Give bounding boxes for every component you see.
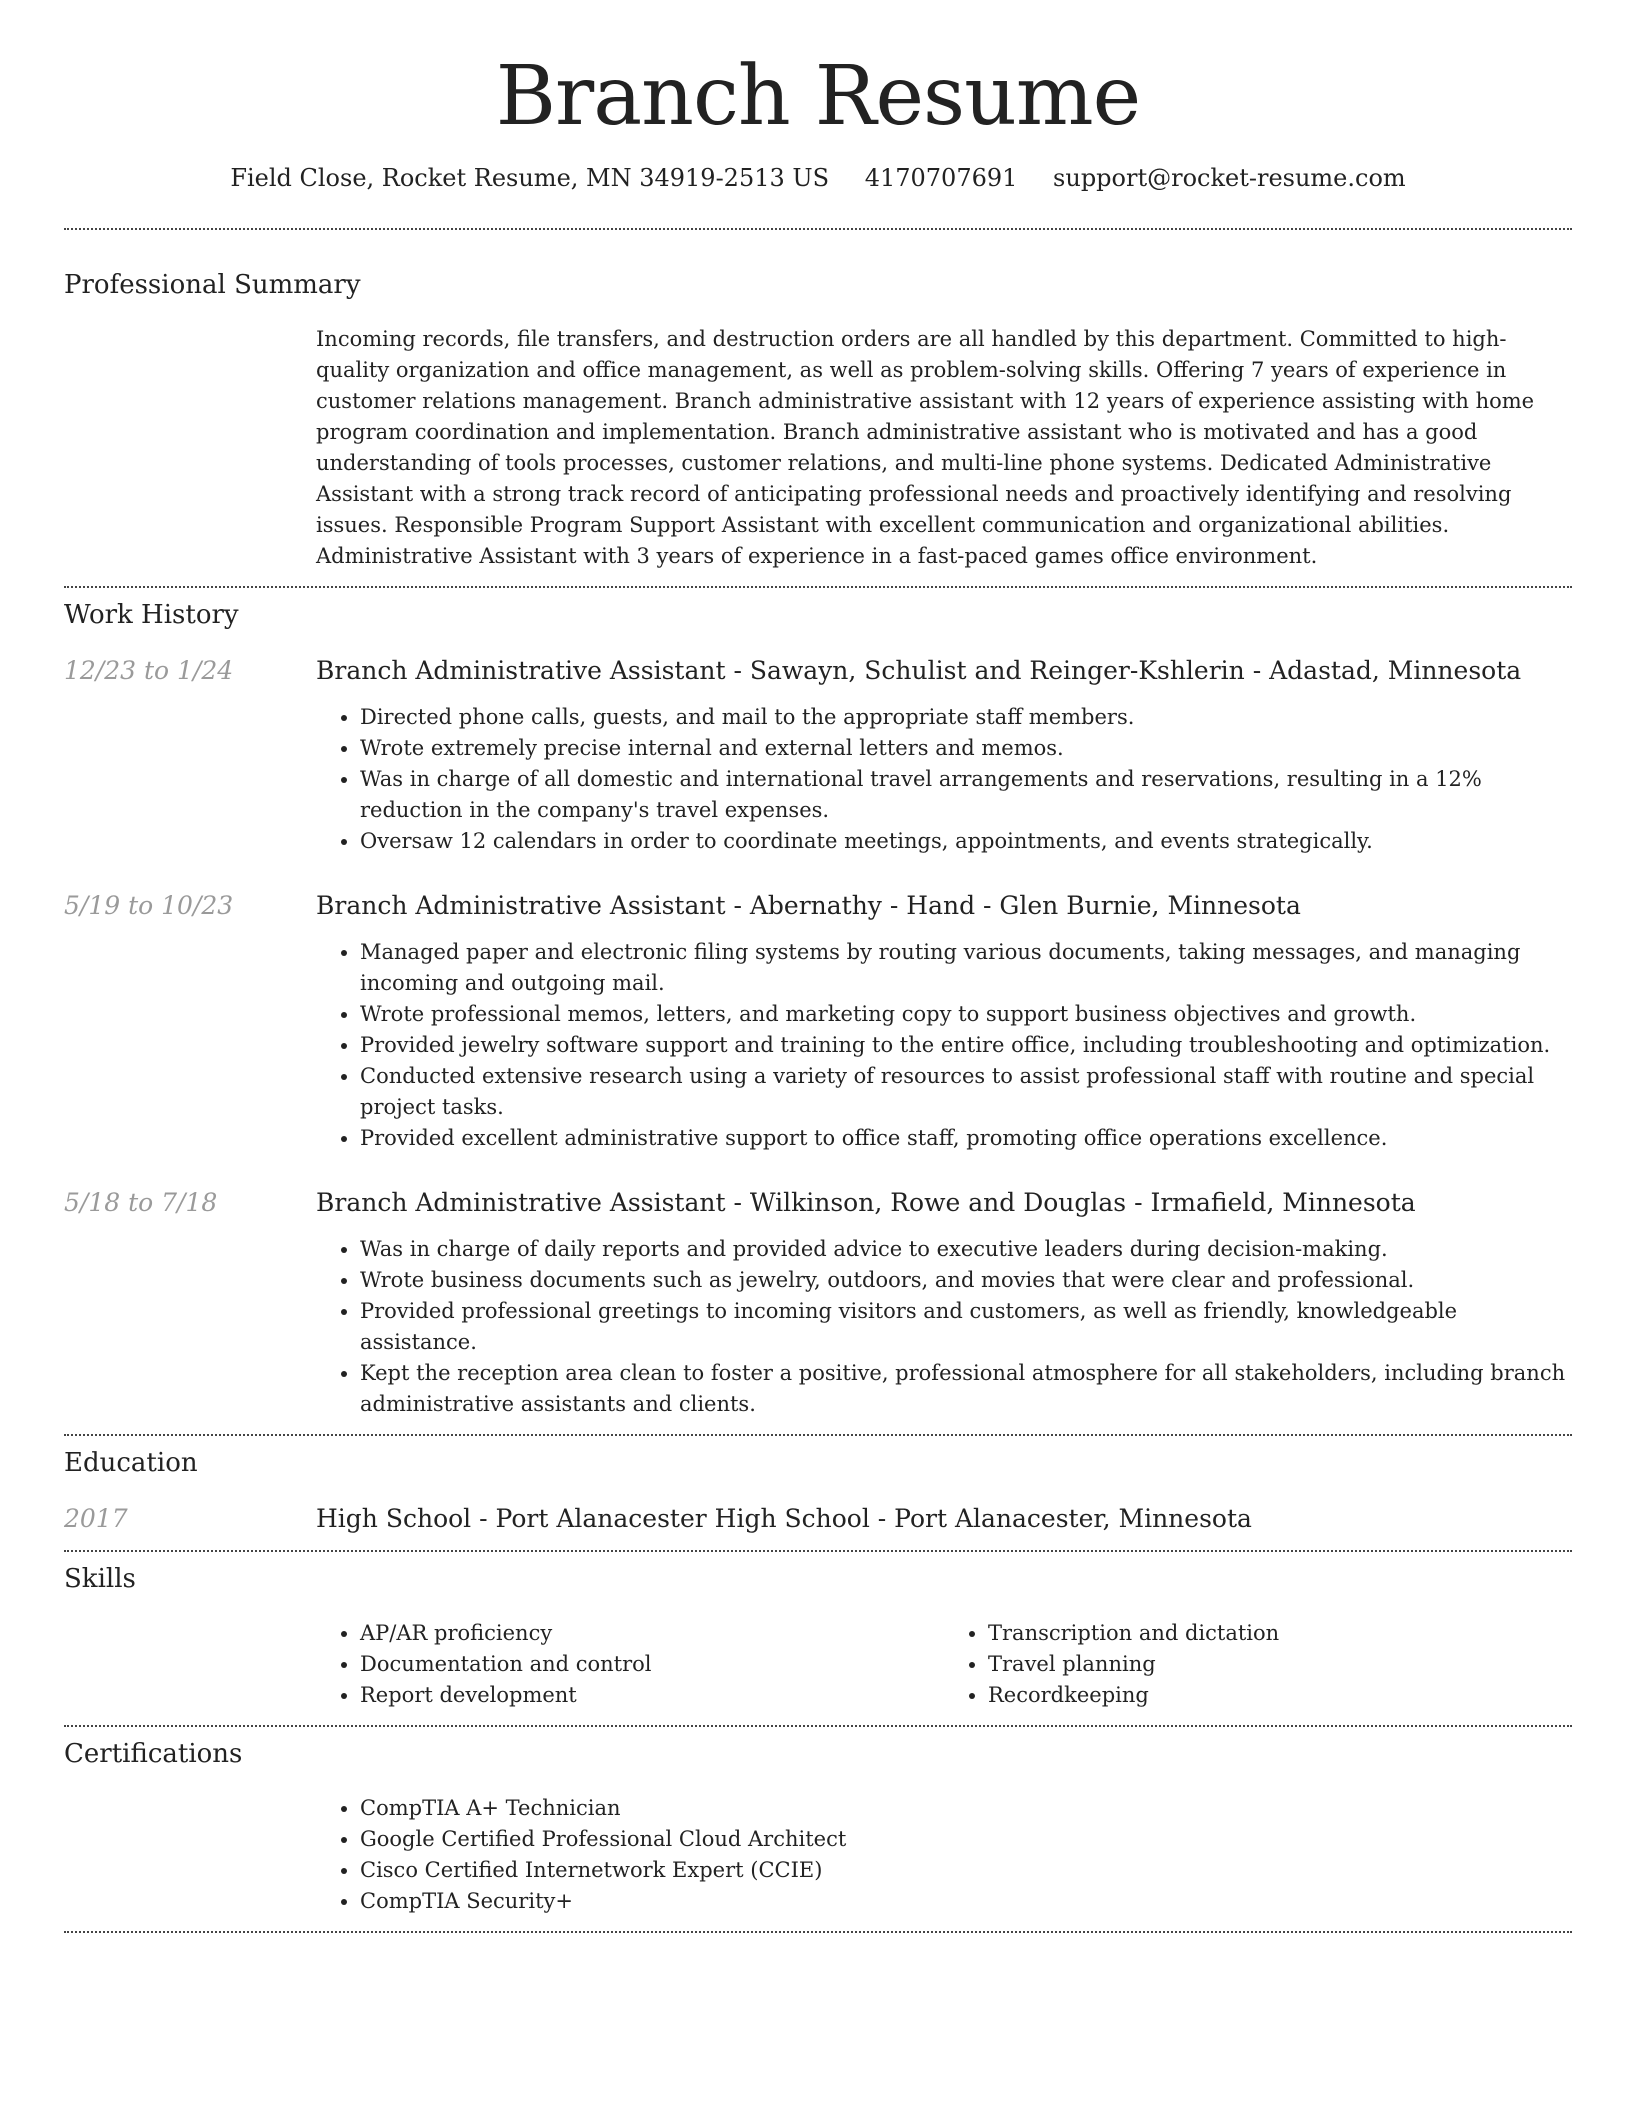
list-item: • Report development bbox=[360, 1680, 944, 1711]
job-entry bbox=[64, 654, 1572, 857]
certifications-list bbox=[316, 1793, 1572, 1917]
skills-section bbox=[64, 1552, 1572, 1711]
education-title: Education bbox=[64, 1448, 198, 1479]
resume-page bbox=[64, 0, 1572, 1933]
work-title: Work History bbox=[64, 600, 239, 631]
resume-name: Branch Resume bbox=[495, 49, 1141, 144]
list-item: • Google Certified Professional Cloud Architect bbox=[360, 1824, 1572, 1855]
list-item: • AP/AR proficiency bbox=[360, 1618, 944, 1649]
list-item: • Transcription and dictation bbox=[988, 1618, 1572, 1649]
list-item: • Kept the reception area clean to foster a positive, professional atmosphere for all stakeholders, including branch administrative assistants and clients. bbox=[360, 1358, 1572, 1420]
job-dates: 5/19 to 10/23 bbox=[64, 891, 234, 921]
certifications-title: Certifications bbox=[64, 1739, 243, 1770]
divider bbox=[64, 1931, 1572, 1933]
contact-phone: 4170707691 bbox=[864, 164, 1018, 193]
contact-line bbox=[64, 164, 1572, 192]
list-item: • Conducted extensive research using a variety of resources to assist professional staff with routine and special project tasks. bbox=[360, 1061, 1572, 1123]
list-item: • Documentation and control bbox=[360, 1649, 944, 1680]
skills-title: Skills bbox=[64, 1564, 136, 1595]
summary-title: Professional Summary bbox=[64, 270, 361, 301]
job-bullets bbox=[316, 937, 1572, 1154]
job-bullets bbox=[316, 702, 1572, 857]
list-item: • Travel planning bbox=[988, 1649, 1572, 1680]
job-bullets bbox=[316, 1234, 1572, 1420]
list-item: • Was in charge of daily reports and provided advice to executive leaders during decision-making. bbox=[360, 1234, 1572, 1265]
list-item: • Provided jewelry software support and training to the entire office, including troubleshooting and optimization. bbox=[360, 1030, 1572, 1061]
list-item: • Cisco Certified Internetwork Expert (CCIE) bbox=[360, 1855, 1572, 1886]
job-heading: Branch Administrative Assistant - Sawayn, Schulist and Reinger-Kshlerin - Adastad, Minnesota bbox=[316, 656, 1522, 686]
contact-email: support@rocket-resume.com bbox=[1053, 164, 1406, 193]
skills-list-right bbox=[944, 1618, 1572, 1711]
contact-address: Field Close, Rocket Resume, MN 34919-2513 US bbox=[230, 164, 830, 193]
job-entry bbox=[64, 889, 1572, 1154]
skills-columns bbox=[316, 1618, 1572, 1711]
list-item: • Was in charge of all domestic and international travel arrangements and reservations, resulting in a 12% reduction in the company's travel expenses. bbox=[360, 764, 1572, 826]
job-dates: 5/18 to 7/18 bbox=[64, 1188, 218, 1218]
education-section bbox=[64, 1436, 1572, 1536]
list-item: • Oversaw 12 calendars in order to coordinate meetings, appointments, and events strategically. bbox=[360, 826, 1572, 857]
job-heading: Branch Administrative Assistant - Wilkinson, Rowe and Douglas - Irmafield, Minnesota bbox=[316, 1188, 1416, 1218]
list-item: • CompTIA A+ Technician bbox=[360, 1793, 1572, 1824]
list-item: • Wrote professional memos, letters, and marketing copy to support business objectives and growth. bbox=[360, 999, 1572, 1030]
job-entry bbox=[64, 1186, 1572, 1420]
education-year: 2017 bbox=[64, 1504, 128, 1534]
certifications-section bbox=[64, 1727, 1572, 1917]
skills-list-left bbox=[316, 1618, 944, 1711]
work-section bbox=[64, 588, 1572, 1420]
list-item: • Wrote extremely precise internal and external letters and memos. bbox=[360, 733, 1572, 764]
education-heading: High School - Port Alanacester High School - Port Alanacester, Minnesota bbox=[316, 1504, 1252, 1534]
job-heading: Branch Administrative Assistant - Abernathy - Hand - Glen Burnie, Minnesota bbox=[316, 891, 1301, 921]
summary-section bbox=[64, 230, 1572, 572]
list-item: • Directed phone calls, guests, and mail to the appropriate staff members. bbox=[360, 702, 1572, 733]
list-item: • Provided professional greetings to incoming visitors and customers, as well as friendly, knowledgeable assistance. bbox=[360, 1296, 1572, 1358]
summary-spacer bbox=[64, 324, 316, 572]
summary-text: Incoming records, file transfers, and destruction orders are all handled by this department. Committed to high-quality organization and office management, as well as problem-solving skills. Offering 7 years of experience in customer relations management. Branch administrative assistant with 12 years of experience assisting with home program coordination and implementation. Branch administrative assistant who is motivated and has a good understanding of tools processes, customer relations, and multi-line phone systems. Dedicated Administrative Assistant with a strong track record of anticipating professional needs and proactively identifying and resolving issues. Responsible Program Support Assistant with excellent communication and organizational abilities. Administrative Assistant with 3 years of experience in a fast-paced games office environment. bbox=[316, 327, 1535, 569]
list-item: • Wrote business documents such as jewelry, outdoors, and movies that were clear and professional. bbox=[360, 1265, 1572, 1296]
list-item: • CompTIA Security+ bbox=[360, 1886, 1572, 1917]
job-dates: 12/23 to 1/24 bbox=[64, 656, 234, 686]
list-item: • Recordkeeping bbox=[988, 1680, 1572, 1711]
list-item: • Managed paper and electronic filing systems by routing various documents, taking messages, and managing incoming and outgoing mail. bbox=[360, 937, 1572, 999]
list-item: • Provided excellent administrative support to office staff, promoting office operations excellence. bbox=[360, 1123, 1572, 1154]
